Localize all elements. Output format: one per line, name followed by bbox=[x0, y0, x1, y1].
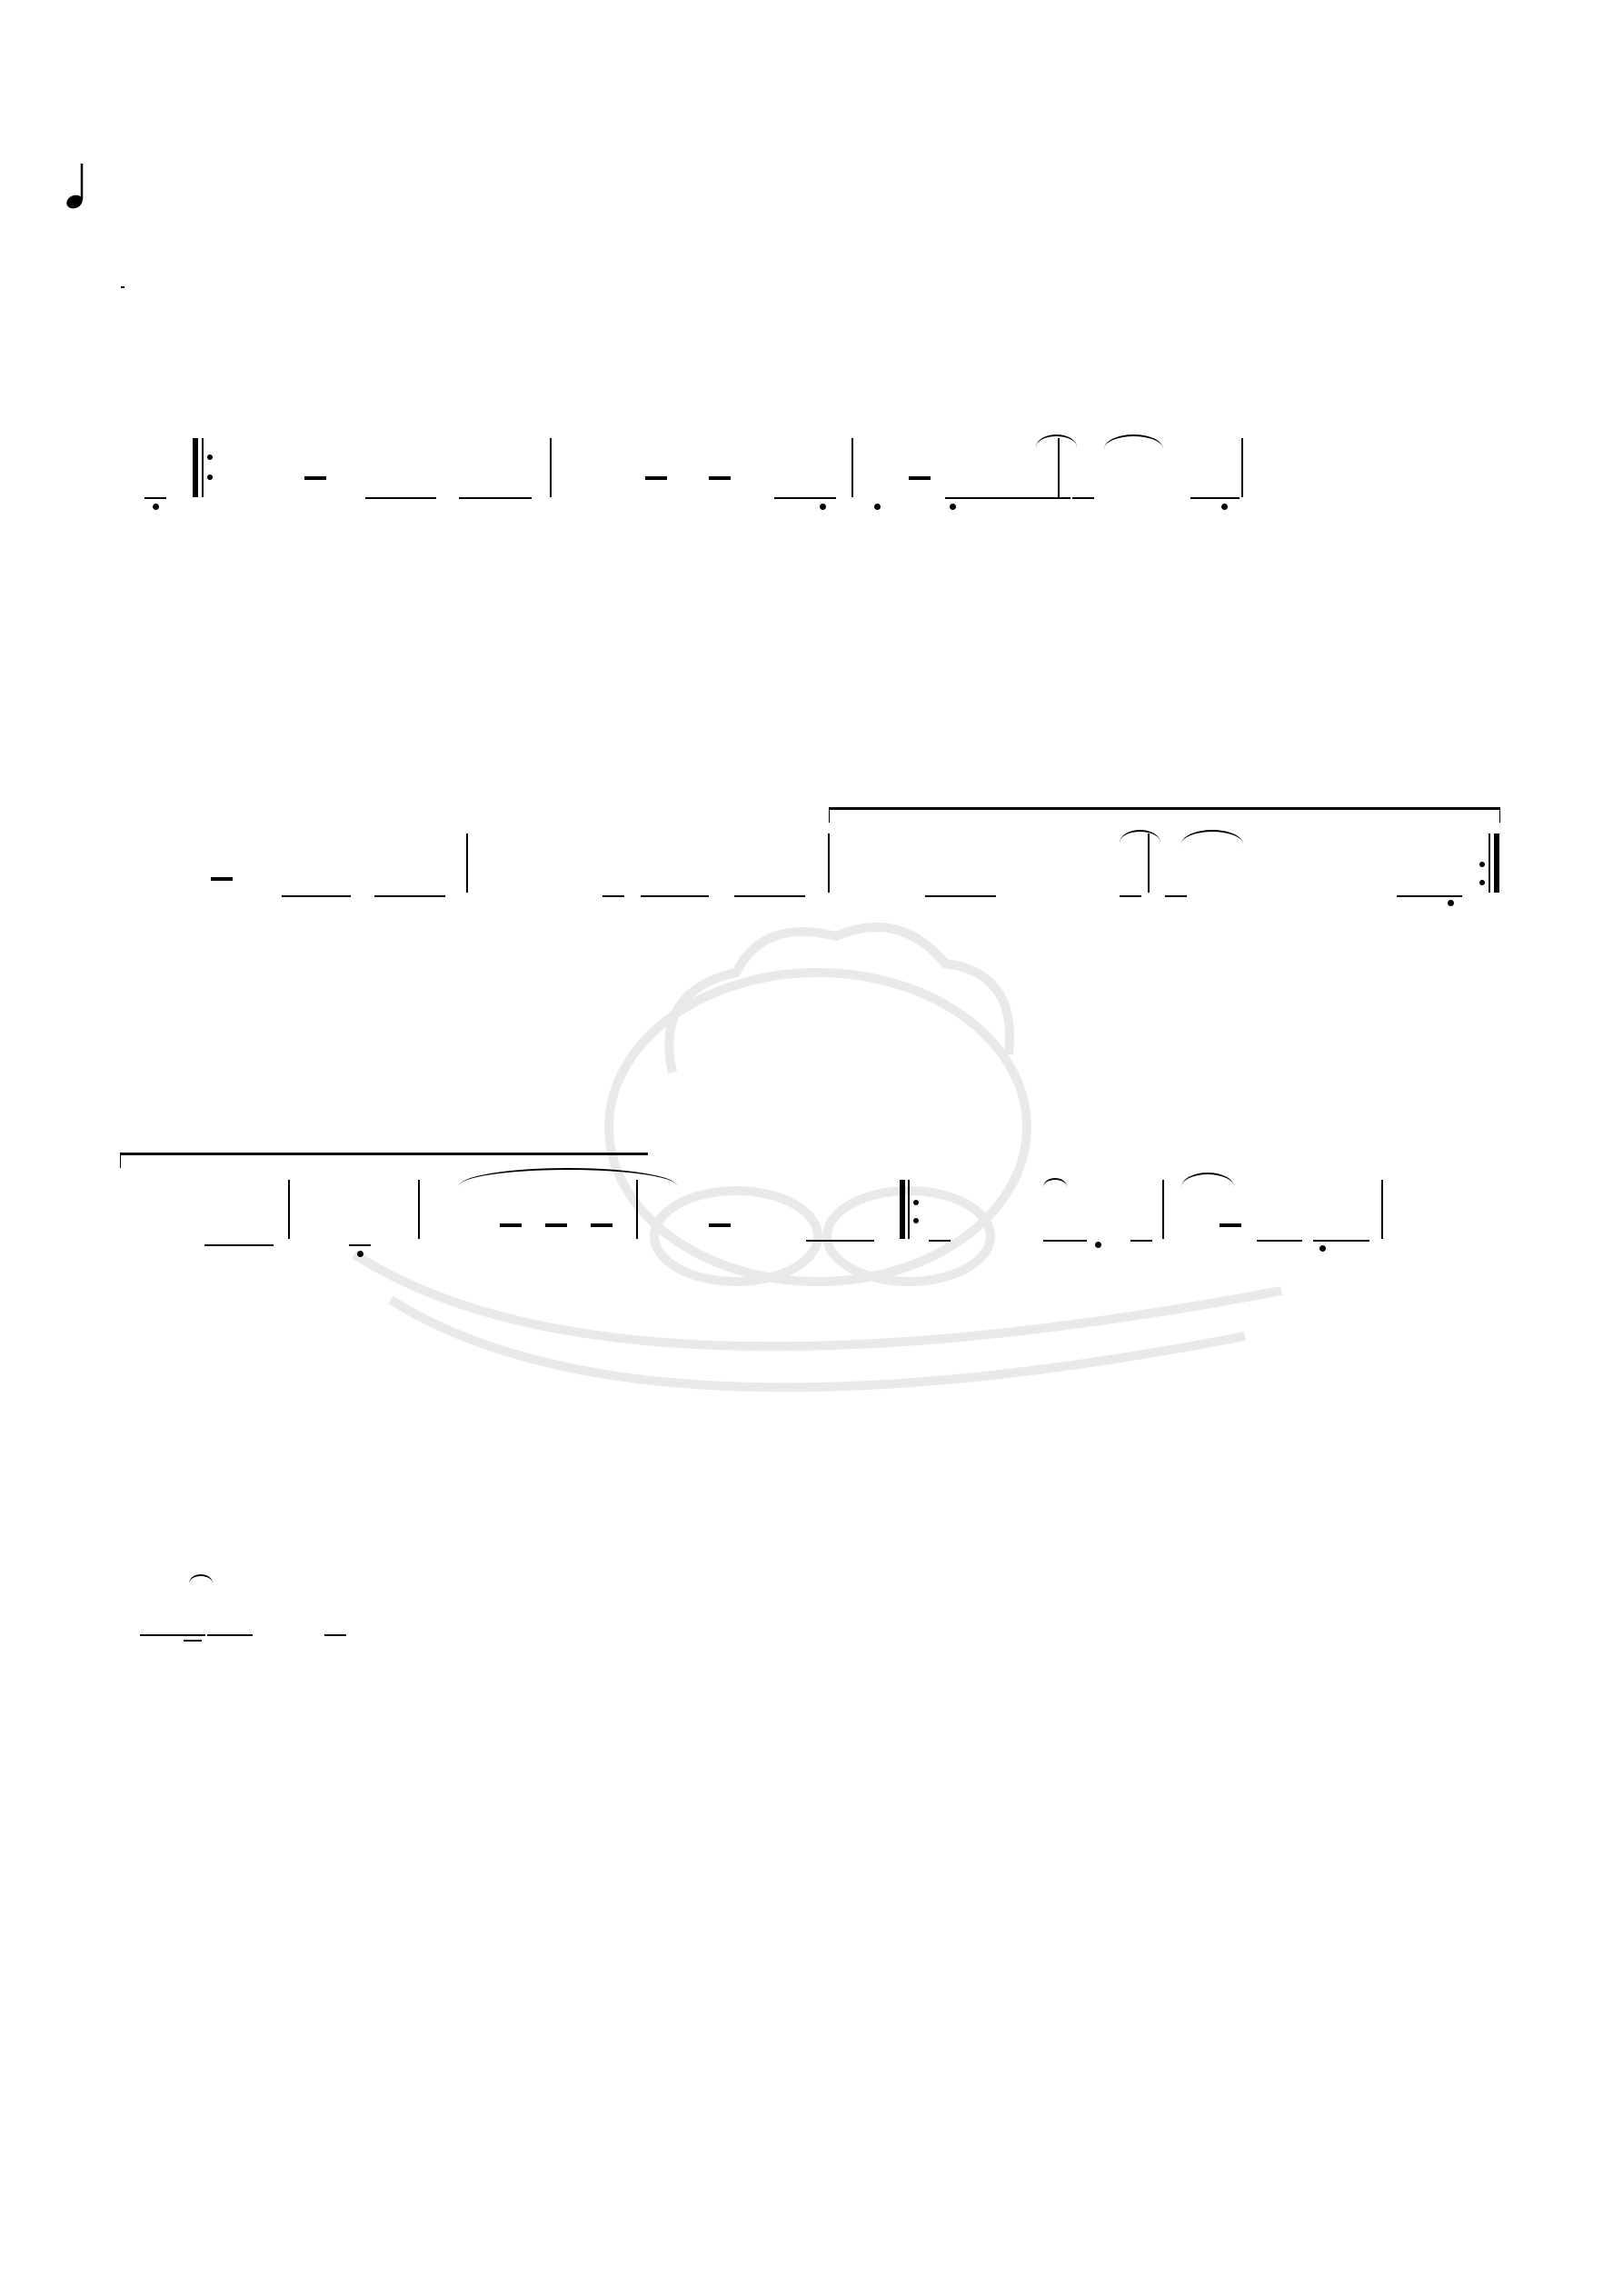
underline bbox=[459, 497, 532, 499]
tie bbox=[1104, 434, 1163, 449]
low-octave-dot bbox=[1448, 900, 1454, 906]
sustain-dash bbox=[909, 476, 931, 480]
barline bbox=[1148, 834, 1150, 893]
low-octave-dot bbox=[874, 504, 881, 510]
repeat-dot bbox=[1479, 880, 1485, 885]
underline bbox=[929, 1240, 951, 1242]
time-signature bbox=[121, 286, 124, 288]
underline bbox=[1165, 895, 1187, 897]
underline bbox=[324, 1634, 346, 1636]
underline bbox=[1002, 497, 1070, 499]
underline bbox=[282, 895, 351, 897]
underline bbox=[1043, 1240, 1065, 1242]
underline bbox=[349, 1244, 371, 1246]
underline bbox=[1313, 1240, 1369, 1242]
underline bbox=[734, 895, 805, 897]
barline bbox=[1381, 1180, 1383, 1239]
low-octave-dot bbox=[357, 1251, 363, 1257]
repeat-dot bbox=[1479, 862, 1485, 867]
underline bbox=[925, 895, 996, 897]
barline bbox=[636, 1180, 638, 1239]
barline bbox=[418, 1180, 420, 1239]
underline bbox=[806, 1240, 874, 1242]
barline bbox=[288, 1180, 290, 1239]
barline bbox=[1162, 1180, 1164, 1239]
barline bbox=[202, 438, 204, 497]
barline bbox=[550, 438, 552, 497]
low-octave-dot bbox=[1095, 1242, 1101, 1248]
tie bbox=[189, 1574, 213, 1583]
underline bbox=[1397, 895, 1462, 897]
underline bbox=[144, 497, 166, 499]
underline bbox=[184, 1640, 202, 1642]
underline bbox=[374, 895, 445, 897]
underline bbox=[207, 1634, 253, 1636]
tie bbox=[1181, 830, 1243, 844]
repeat-start-barline bbox=[900, 1180, 905, 1239]
sustain-dash bbox=[709, 1223, 731, 1227]
volta-bracket-2 bbox=[120, 1153, 648, 1168]
underline bbox=[1072, 497, 1094, 499]
barline bbox=[1058, 438, 1060, 497]
quarter-note-icon bbox=[64, 162, 91, 209]
barline bbox=[1241, 438, 1243, 497]
underline bbox=[1065, 1240, 1087, 1242]
underline bbox=[1190, 497, 1240, 499]
low-octave-dot bbox=[820, 504, 826, 510]
sustain-dash bbox=[709, 476, 731, 480]
volta-bracket-1 bbox=[829, 807, 1500, 823]
repeat-start-barline bbox=[193, 438, 198, 497]
barline bbox=[828, 834, 830, 893]
sustain-dash bbox=[1220, 1223, 1241, 1227]
tempo-marking bbox=[64, 162, 91, 209]
repeat-dot bbox=[207, 454, 213, 460]
repeat-dot bbox=[207, 474, 213, 480]
sustain-dash bbox=[304, 476, 326, 480]
low-octave-dot bbox=[950, 504, 956, 510]
key-signature bbox=[105, 266, 143, 298]
repeat-dot bbox=[913, 1200, 919, 1205]
sustain-dash bbox=[545, 1223, 567, 1227]
underline bbox=[602, 895, 624, 897]
underline bbox=[365, 497, 436, 499]
barline bbox=[851, 438, 853, 497]
sustain-dash bbox=[211, 877, 233, 881]
barline bbox=[1489, 834, 1490, 893]
time-sig-top bbox=[121, 286, 124, 288]
low-octave-dot bbox=[1221, 504, 1228, 510]
barline bbox=[908, 1180, 910, 1239]
tie bbox=[1036, 434, 1077, 447]
underline bbox=[204, 1244, 274, 1246]
underline bbox=[140, 1634, 205, 1636]
repeat-end-barline bbox=[1494, 834, 1499, 893]
underline bbox=[1257, 1240, 1302, 1242]
low-octave-dot bbox=[153, 504, 159, 510]
underline bbox=[945, 497, 1009, 499]
sustain-dash bbox=[500, 1223, 522, 1227]
underline bbox=[1120, 895, 1141, 897]
low-octave-dot bbox=[1319, 1245, 1326, 1252]
tie bbox=[1120, 830, 1160, 843]
barline bbox=[466, 834, 468, 893]
underline bbox=[774, 497, 836, 499]
repeat-dot bbox=[913, 1218, 919, 1223]
sustain-dash bbox=[591, 1223, 612, 1227]
sustain-dash bbox=[645, 476, 667, 480]
underline bbox=[1130, 1240, 1152, 1242]
underline bbox=[641, 895, 709, 897]
